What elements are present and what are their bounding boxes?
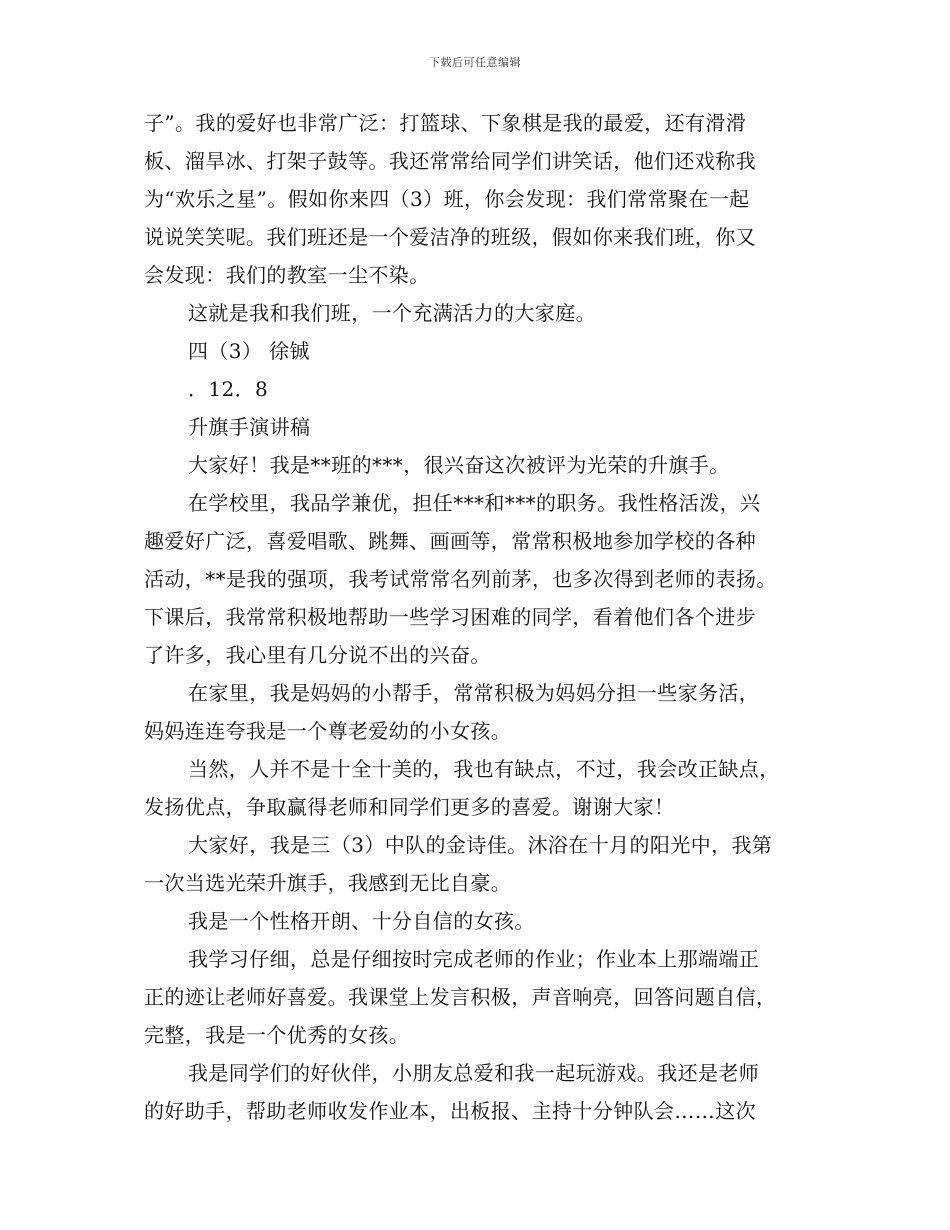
- paragraph: [144, 940, 816, 1054]
- text-line: 为“欢乐之星”。假如你来四（3）班，你会发现：我们常常聚在一起: [144, 187, 750, 211]
- paragraph: [144, 332, 816, 370]
- text-line: 正的迹让老师好喜爱。我课堂上发言积极，声音响亮，回答问题自信，: [144, 985, 777, 1009]
- text-line: 四（3） 徐铖: [188, 339, 310, 363]
- text-line: 升旗手演讲稿: [188, 415, 311, 439]
- text-line: 妈妈连连夸我是一个尊老爱幼的小女孩。: [144, 719, 512, 743]
- paragraph: [144, 294, 816, 332]
- text-line: 的好助手，帮助老师收发作业本，出板报、主持十分钟队会……这次: [144, 1099, 756, 1123]
- paragraph: [144, 446, 816, 484]
- paragraph: [144, 370, 816, 408]
- text-line: 我是一个性格开朗、十分自信的女孩。: [188, 909, 535, 933]
- paragraph: [144, 484, 816, 674]
- text-line: 大家好，我是三（3）中队的金诗佳。沐浴在十月的阳光中，我第: [188, 833, 773, 857]
- paragraph: [144, 1054, 816, 1130]
- paragraph: [144, 408, 816, 446]
- text-line: 在学校里，我品学兼优，担任***和***的职务。我性格活泼，兴: [188, 491, 761, 515]
- paragraph: [144, 826, 816, 902]
- text-line: 我学习仔细，总是仔细按时完成老师的作业；作业本上那端端正: [188, 947, 760, 971]
- paragraph: [144, 750, 816, 826]
- paragraph: [144, 902, 816, 940]
- page-header: 下载后可任意编辑: [429, 56, 521, 69]
- text-line: 板、溜旱冰、打架子鼓等。我还常常给同学们讲笑话，他们还戏称我: [144, 149, 756, 173]
- text-line: ．12．8: [188, 377, 269, 401]
- text-line: 会发现：我们的教室一尘不染。: [144, 263, 430, 287]
- text-line: 活动，**是我的强项，我考试常常名列前茅，也多次得到老师的表扬。: [144, 567, 777, 591]
- text-line: 大家好！我是**班的***，很兴奋这次被评为光荣的升旗手。: [188, 453, 730, 477]
- text-line: 发扬优点，争取赢得老师和同学们更多的喜爱。谢谢大家！: [144, 795, 675, 819]
- text-line: 在家里，我是妈妈的小帮手，常常积极为妈妈分担一些家务活，: [188, 681, 760, 705]
- text-line: 我是同学们的好伙伴，小朋友总爱和我一起玩游戏。我还是老师: [188, 1061, 760, 1085]
- text-line: 完整，我是一个优秀的女孩。: [144, 1023, 410, 1047]
- text-line: 下课后，我常常积极地帮助一些学习困难的同学，看着他们各个进步: [144, 605, 756, 629]
- document-body: [144, 104, 816, 1130]
- text-line: 趣爱好广泛，喜爱唱歌、跳舞、画画等，常常积极地参加学校的各种: [144, 529, 756, 553]
- text-line: 说说笑笑呢。我们班还是一个爱洁净的班级，假如你来我们班，你又: [144, 225, 756, 249]
- text-line: 了许多，我心里有几分说不出的兴奋。: [144, 643, 491, 667]
- text-line: 一次当选光荣升旗手，我感到无比自豪。: [144, 871, 512, 895]
- paragraph: [144, 104, 816, 294]
- text-line: 当然，人并不是十全十美的，我也有缺点，不过，我会改正缺点，: [188, 757, 780, 781]
- text-line: 这就是我和我们班，一个充满活力的大家庭。: [188, 301, 596, 325]
- text-line: 子”。我的爱好也非常广泛：打篮球、下象棋是我的最爱，还有滑滑: [144, 111, 747, 135]
- paragraph: [144, 674, 816, 750]
